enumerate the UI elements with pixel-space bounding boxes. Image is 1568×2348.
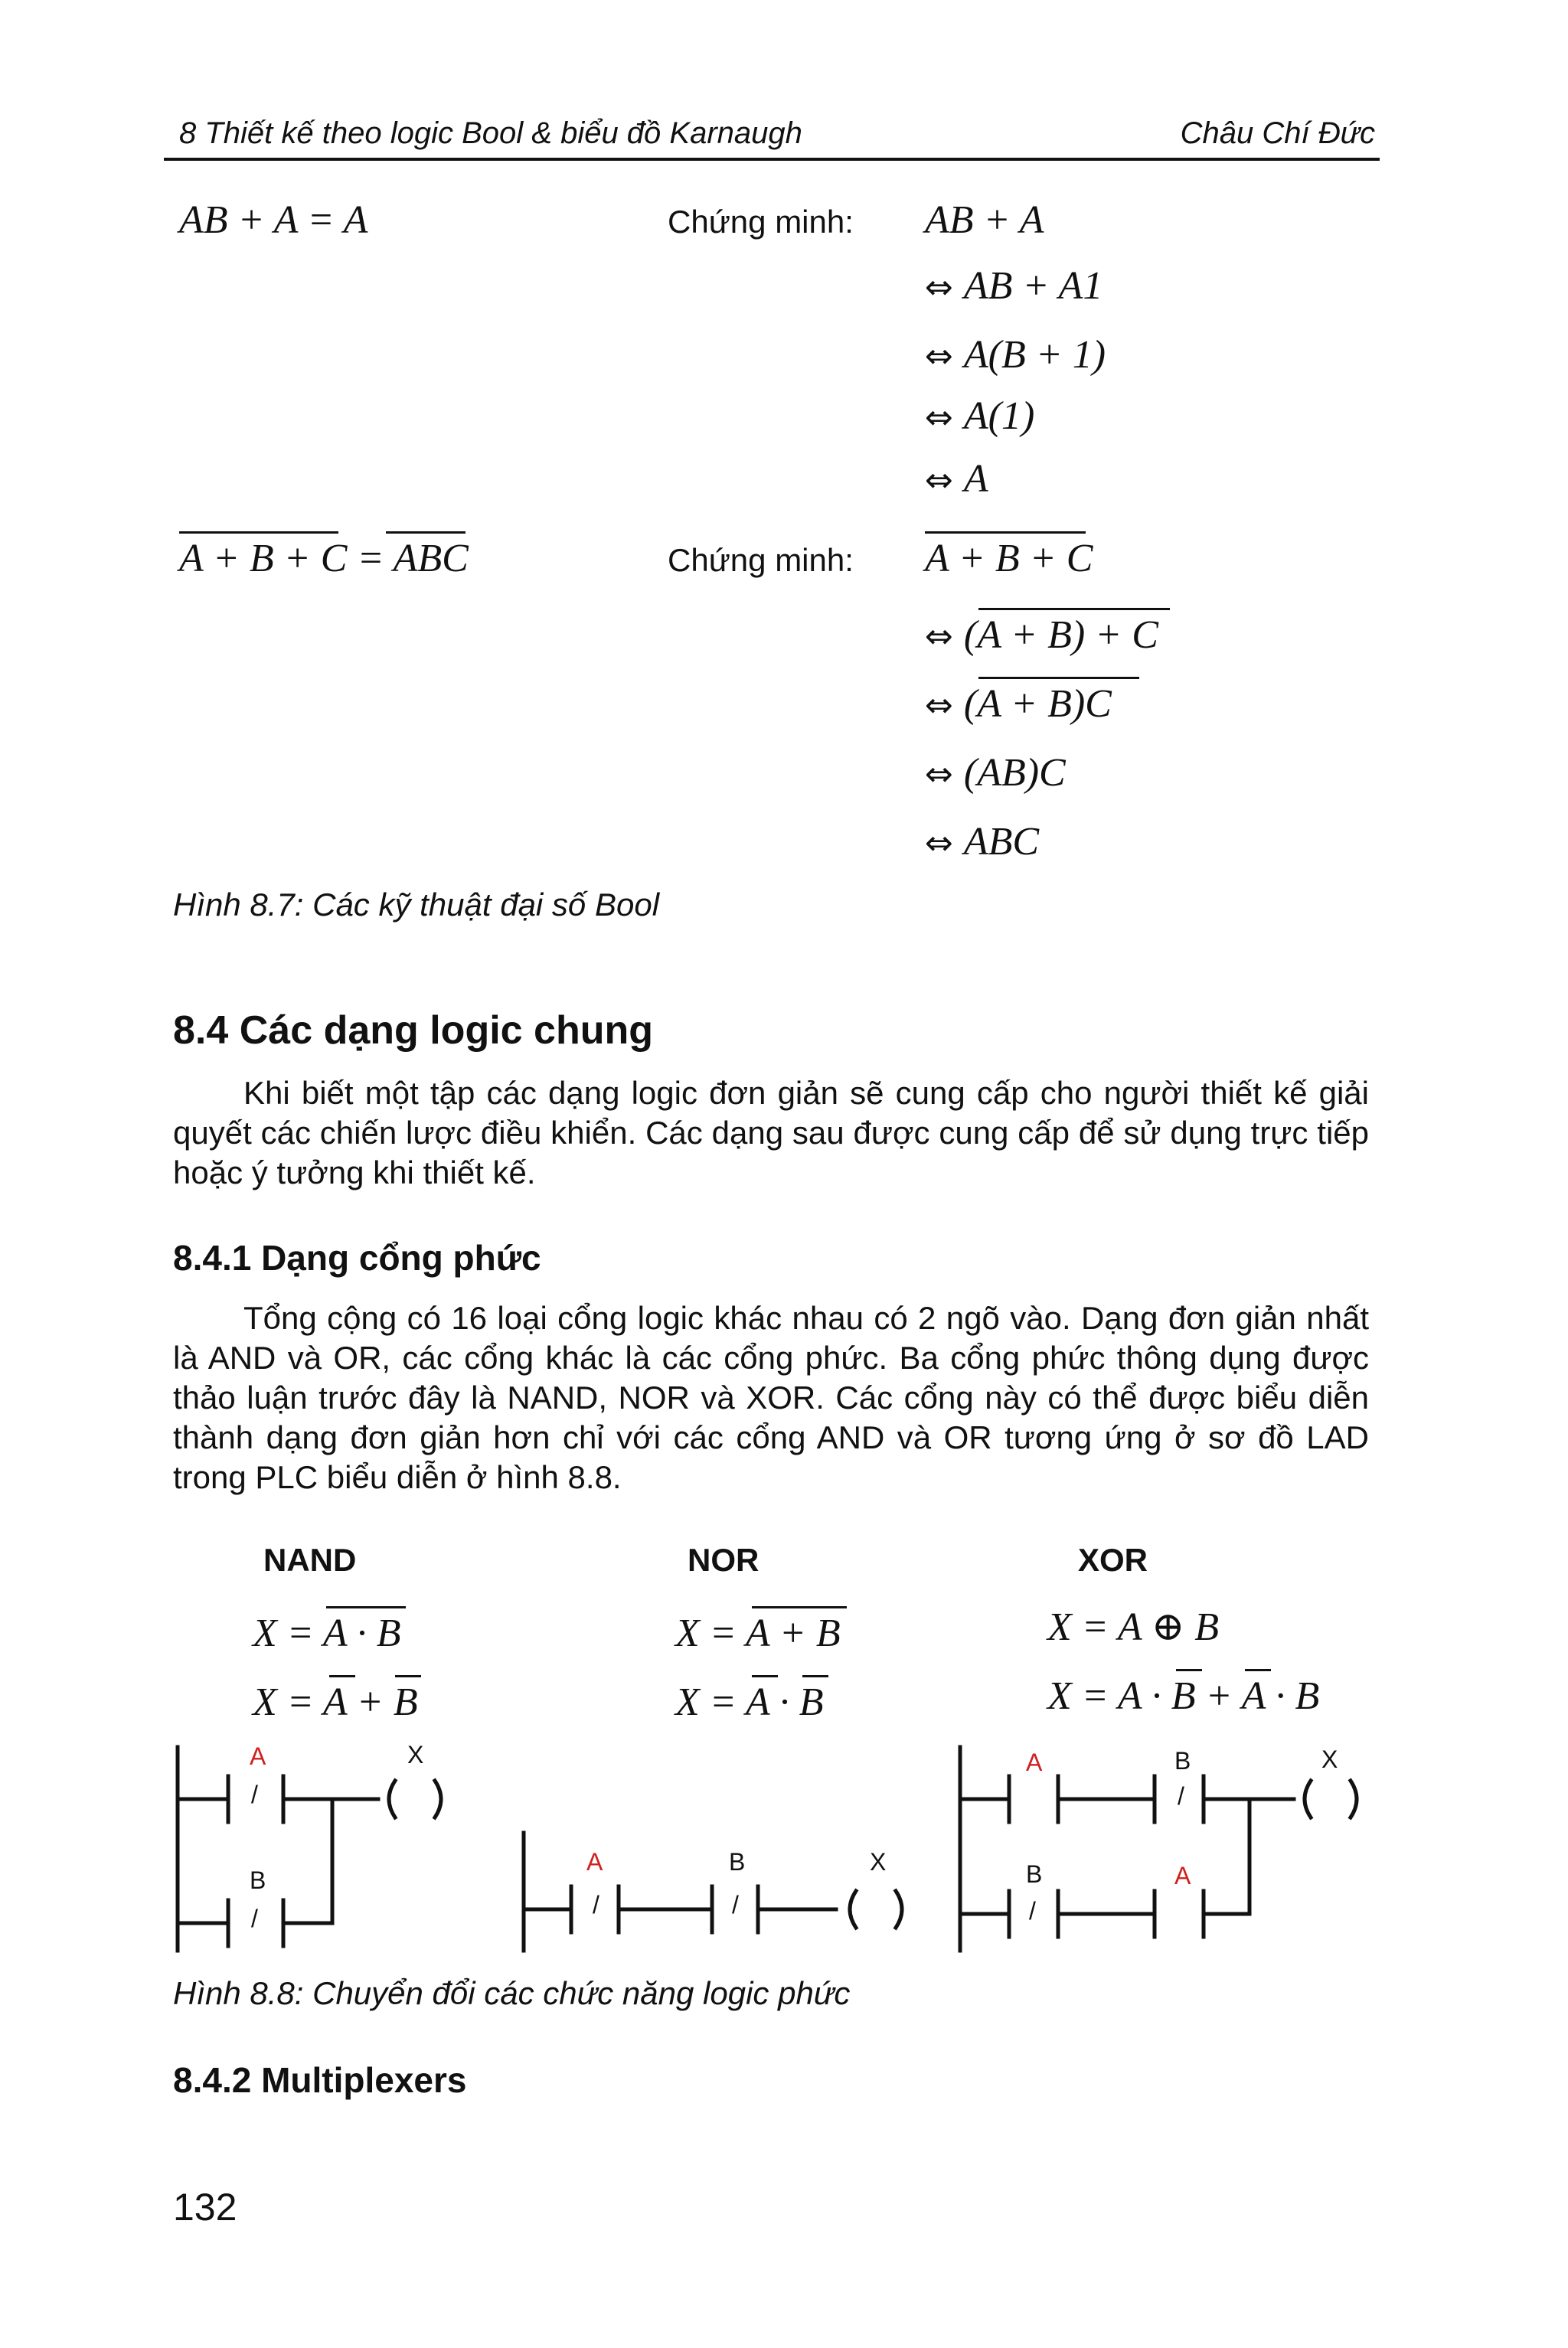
ladder-label-a: A: [1026, 1749, 1043, 1776]
nc-slash-icon: /: [251, 1781, 258, 1808]
nor-equation-1: X = A + B: [675, 1612, 841, 1655]
section-8-4-2-heading: 8.4.2 Multiplexers: [173, 2060, 467, 2100]
ladder-label-b: B: [1174, 1747, 1191, 1775]
nc-slash-icon: /: [732, 1891, 739, 1919]
ladder-label-b: B: [1026, 1860, 1043, 1888]
ladder-label-x: X: [407, 1741, 424, 1768]
nor-ladder: [524, 1833, 902, 1951]
equivalence-icon: ⇔: [925, 461, 953, 500]
equivalence-icon: ⇔: [925, 337, 953, 376]
xor-equation-2: X = A · B + A · B: [1047, 1674, 1320, 1718]
proof-1-step-5: ⇔ A: [925, 457, 988, 501]
identity-1: AB + A = A: [179, 198, 368, 242]
nand-ladder: [178, 1747, 441, 1951]
ladder-label-a: A: [250, 1742, 266, 1770]
ladder-label-b: B: [250, 1866, 266, 1894]
nc-slash-icon: /: [1029, 1897, 1036, 1925]
page-number: 132: [173, 2186, 237, 2229]
figure-8-8-caption: Hình 8.8: Chuyển đổi các chức năng logic phức: [173, 1975, 851, 2011]
proof-2-step-5: ⇔ ABC: [925, 820, 1040, 864]
section-8-4-heading: 8.4 Các dạng logic chung: [173, 1008, 653, 1053]
section-8-4-1-paragraph: Tổng cộng có 16 loại cổng logic khác nhau có 2 ngõ vào. Dạng đơn giản nhất là AND và OR, các cổng khác là các cổng phức. Ba cổng phức thông dụng được thảo luận trước đây là NAND, NOR và XOR. Các cổng này có thể được biểu diễn thành dạng đơn giản hơn chỉ với các cổng AND và OR tương ứng ở sơ đồ LAD trong PLC biểu diễn ở hình 8.8.: [173, 1300, 1369, 1495]
proof-2-step-1: A + B + C: [925, 537, 1093, 580]
ladder-label-x: X: [870, 1848, 887, 1876]
nor-equation-2: X = A · B: [675, 1680, 824, 1724]
identity-2: A + B + C = ABC: [179, 537, 469, 580]
ladder-label-a: A: [586, 1848, 603, 1876]
nc-slash-icon: /: [593, 1891, 599, 1919]
proof-1-step-1: AB + A: [925, 198, 1044, 242]
proof-2-step-2: ⇔ (A + B) + C: [925, 613, 1158, 657]
proof-label-2: Chứng minh:: [668, 542, 854, 578]
equivalence-icon: ⇔: [925, 268, 953, 307]
nc-slash-icon: /: [251, 1905, 258, 1932]
equivalence-icon: ⇔: [925, 755, 953, 794]
proof-2-step-4: ⇔ (AB)C: [925, 751, 1066, 795]
figure-8-7-caption: Hình 8.7: Các kỹ thuật đại số Bool: [173, 887, 660, 923]
section-8-4-paragraph: Khi biết một tập các dạng logic đơn giản sẽ cung cấp cho người thiết kế giải quyết các chiến lược điều khiển. Các dạng sau được cung cấp để sử dụng trực tiếp hoặc ý tưởng khi thiết kế.: [173, 1075, 1369, 1190]
ladder-label-x: X: [1321, 1745, 1338, 1773]
running-header-chapter: 8 Thiết kế theo logic Bool & biểu đồ Karnaugh: [179, 116, 802, 150]
gate-title-nand: NAND: [263, 1542, 357, 1578]
xor-equation-1: X = A ⊕ B: [1047, 1605, 1220, 1649]
equivalence-icon: ⇔: [925, 398, 953, 437]
ladder-label-a: A: [1174, 1862, 1191, 1889]
proof-2-step-3: ⇔ (A + B)C: [925, 682, 1112, 726]
section-8-4-1-heading: 8.4.1 Dạng cổng phức: [173, 1238, 541, 1278]
xor-ladder: [960, 1747, 1357, 1951]
gate-title-nor: NOR: [688, 1542, 760, 1578]
gate-title-xor: XOR: [1078, 1542, 1148, 1578]
proof-1-step-3: ⇔ A(B + 1): [925, 333, 1106, 377]
proof-1-step-2: ⇔ AB + A1: [925, 264, 1103, 308]
nand-equation-2: X = A + B: [253, 1680, 418, 1724]
equivalence-icon: ⇔: [925, 686, 953, 725]
nand-equation-1: X = A · B: [253, 1612, 401, 1655]
ladder-label-b: B: [729, 1848, 746, 1876]
running-header-author: Châu Chí Đức: [1180, 116, 1375, 150]
equivalence-icon: ⇔: [925, 824, 953, 863]
proof-label-1: Chứng minh:: [668, 204, 854, 240]
nc-slash-icon: /: [1178, 1782, 1184, 1810]
equivalence-icon: ⇔: [925, 617, 953, 656]
proof-1-step-4: ⇔ A(1): [925, 394, 1035, 438]
